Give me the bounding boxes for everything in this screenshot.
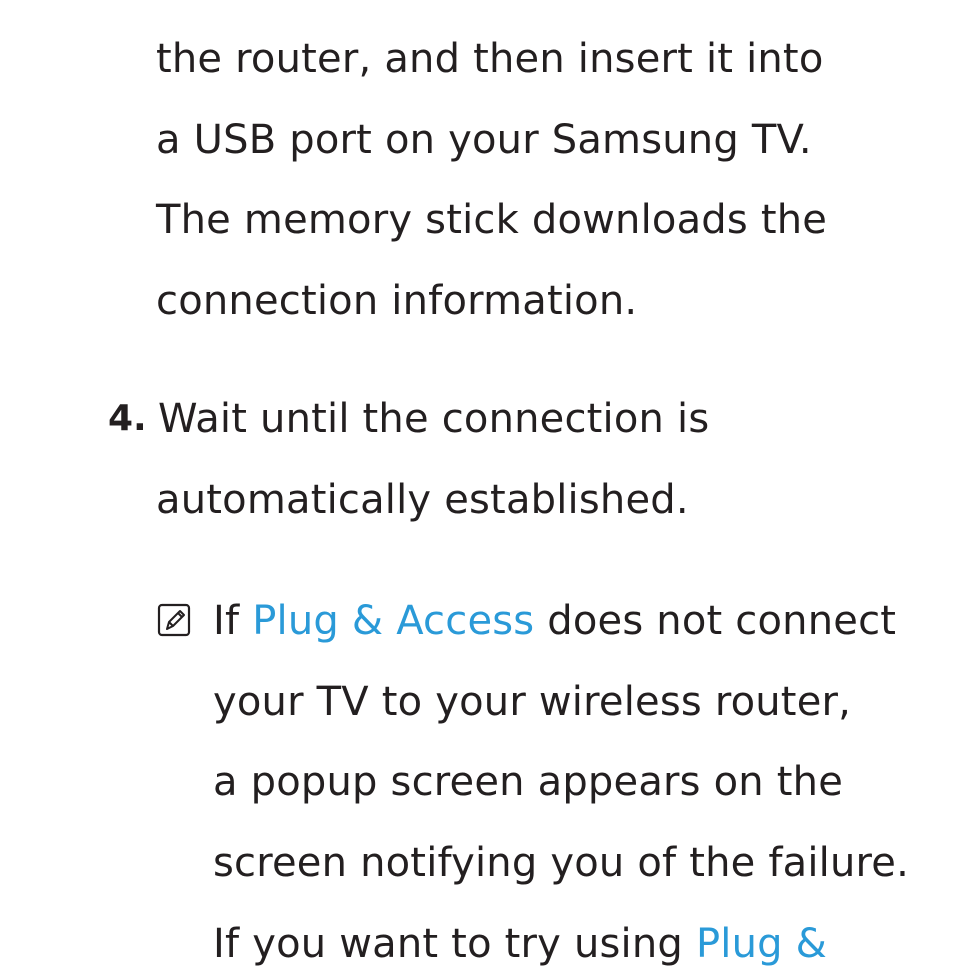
note-text-line	[213, 920, 827, 968]
note-icon	[157, 603, 191, 637]
plug-access-link[interactable]: Plug &	[695, 921, 828, 967]
body-text-line: a USB port on your Samsung TV.	[156, 117, 812, 163]
plug-access-link[interactable]: Plug & Access	[252, 598, 535, 644]
step-number: 4.	[108, 398, 147, 439]
note-text-line: screen notifying you of the failure.	[213, 840, 910, 886]
body-text-line: the router, and then insert it into	[156, 36, 824, 82]
body-text-line: connection information.	[156, 278, 638, 324]
note-text: If you want to try using	[213, 921, 696, 967]
note-text-line: a popup screen appears on the	[213, 759, 844, 805]
body-text-line: The memory stick downloads the	[156, 197, 828, 243]
note-text-line: your TV to your wireless router,	[213, 679, 852, 725]
note-text-line	[213, 597, 896, 645]
step-text-line: Wait until the connection is	[158, 396, 710, 442]
step-text-line: automatically established.	[156, 477, 689, 523]
note-text: does not connect	[534, 598, 897, 644]
note-text: If	[213, 598, 253, 644]
